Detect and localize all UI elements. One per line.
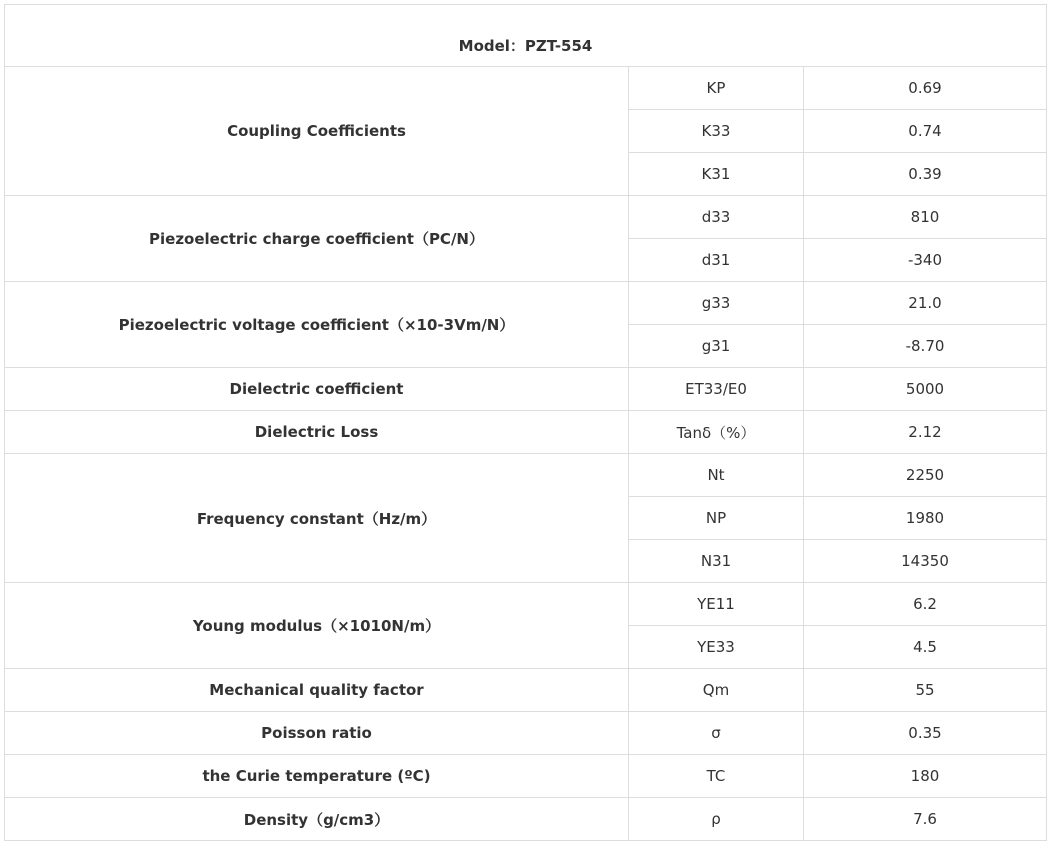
property-symbol: σ xyxy=(629,712,804,755)
table-row xyxy=(5,669,1047,712)
property-name: Frequency constant（Hz/m） xyxy=(5,454,629,583)
property-symbol: ET33/E0 xyxy=(629,368,804,411)
property-symbol: Nt xyxy=(629,454,804,497)
table-row xyxy=(5,755,1047,798)
property-name: Dielectric coefficient xyxy=(5,368,629,411)
property-symbol: g31 xyxy=(629,325,804,368)
property-value: 21.0 xyxy=(804,282,1047,325)
property-value: 2250 xyxy=(804,454,1047,497)
table-row xyxy=(5,368,1047,411)
table-row xyxy=(5,454,1047,497)
property-value: 180 xyxy=(804,755,1047,798)
property-symbol: N31 xyxy=(629,540,804,583)
property-value: 0.35 xyxy=(804,712,1047,755)
property-name: Density（g/cm3） xyxy=(5,798,629,841)
table-row xyxy=(5,712,1047,755)
table-row xyxy=(5,196,1047,239)
title-row xyxy=(5,5,1047,67)
property-value: 14350 xyxy=(804,540,1047,583)
property-value: 1980 xyxy=(804,497,1047,540)
property-value: 7.6 xyxy=(804,798,1047,841)
property-name: Piezoelectric voltage coefficient（×10-3Vm/N） xyxy=(5,282,629,368)
property-name: Mechanical quality factor xyxy=(5,669,629,712)
property-symbol: NP xyxy=(629,497,804,540)
property-symbol: Qm xyxy=(629,669,804,712)
table-row xyxy=(5,67,1047,110)
property-symbol: Tanδ（%） xyxy=(629,411,804,454)
property-name: Young modulus（×1010N/m） xyxy=(5,583,629,669)
table-row xyxy=(5,798,1047,841)
property-symbol: TC xyxy=(629,755,804,798)
property-value: 0.39 xyxy=(804,153,1047,196)
property-symbol: ρ xyxy=(629,798,804,841)
property-name: Poisson ratio xyxy=(5,712,629,755)
property-value: -340 xyxy=(804,239,1047,282)
model-title: Model：PZT-554 xyxy=(5,5,1047,67)
property-name: Piezoelectric charge coefficient（PC/N） xyxy=(5,196,629,282)
property-value: 810 xyxy=(804,196,1047,239)
property-symbol: KP xyxy=(629,67,804,110)
property-name: Dielectric Loss xyxy=(5,411,629,454)
table-row xyxy=(5,583,1047,626)
property-symbol: g33 xyxy=(629,282,804,325)
spec-table-body xyxy=(5,5,1047,841)
property-value: 4.5 xyxy=(804,626,1047,669)
property-value: 0.74 xyxy=(804,110,1047,153)
property-name: the Curie temperature (ºC) xyxy=(5,755,629,798)
table-row xyxy=(5,411,1047,454)
property-value: -8.70 xyxy=(804,325,1047,368)
property-symbol: d33 xyxy=(629,196,804,239)
spec-table xyxy=(4,4,1047,841)
property-symbol: K33 xyxy=(629,110,804,153)
property-value: 5000 xyxy=(804,368,1047,411)
property-value: 6.2 xyxy=(804,583,1047,626)
property-value: 55 xyxy=(804,669,1047,712)
property-name: Coupling Coefficients xyxy=(5,67,629,196)
property-symbol: K31 xyxy=(629,153,804,196)
property-symbol: YE11 xyxy=(629,583,804,626)
property-symbol: YE33 xyxy=(629,626,804,669)
table-row xyxy=(5,282,1047,325)
property-value: 2.12 xyxy=(804,411,1047,454)
property-value: 0.69 xyxy=(804,67,1047,110)
property-symbol: d31 xyxy=(629,239,804,282)
